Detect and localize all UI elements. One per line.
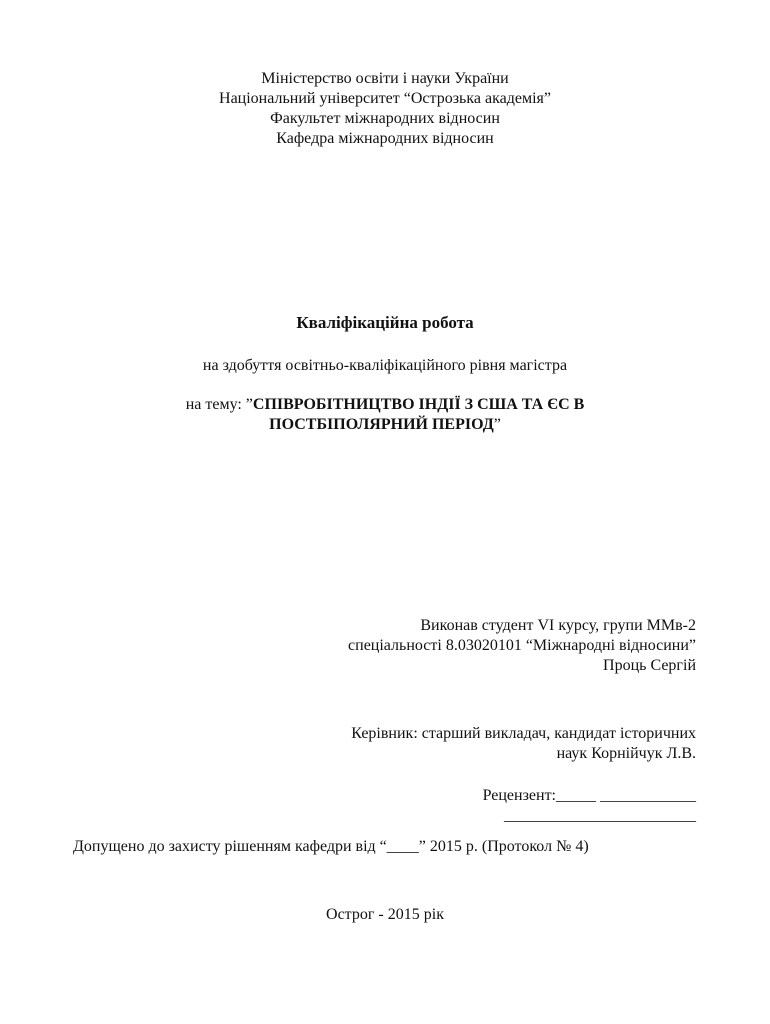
department-line: Кафедра міжнародних відносин bbox=[276, 130, 494, 147]
institution-header bbox=[0, 69, 770, 149]
reviewer-line-2: ________________________ bbox=[504, 807, 696, 824]
author-name: Проць Сергій bbox=[603, 657, 696, 674]
work-title: Кваліфікаційна робота bbox=[296, 313, 474, 332]
topic-suffix: ” bbox=[493, 416, 501, 433]
topic-block bbox=[0, 395, 770, 435]
topic-title-line-2: ПОСТБІПОЛЯРНИЙ ПЕРІОД bbox=[269, 416, 494, 433]
faculty-line: Факультет міжнародних відносин bbox=[270, 110, 500, 127]
topic-prefix: на тему: ” bbox=[185, 396, 253, 413]
supervisor-line-1: Керівник: старший викладач, кандидат історичних bbox=[351, 725, 696, 742]
ministry-line: Міністерство освіти і науки України bbox=[261, 70, 509, 87]
university-line: Національний університет “Острозька академія” bbox=[219, 90, 551, 107]
admission-line: Допущено до захисту рішенням кафедри від “____” 2015 р. (Протокол № 4) bbox=[73, 838, 589, 855]
supervisor-line-2: наук Корнійчук Л.В. bbox=[556, 745, 696, 762]
reviewer-line-1: Рецензент:_____ ____________ bbox=[482, 787, 696, 804]
author-course-line: Виконав студент VI курсу, групи ММв-2 bbox=[420, 617, 696, 634]
topic-line-1 bbox=[0, 395, 770, 415]
topic-title-line-1: СПІВРОБІТНИЦТВО ІНДІЇ З США ТА ЄС В bbox=[252, 396, 585, 413]
reviewer-block bbox=[483, 786, 696, 826]
supervisor-block bbox=[351, 724, 696, 764]
place-year-footer: Острог - 2015 рік bbox=[326, 906, 444, 923]
topic-line-2 bbox=[0, 415, 770, 435]
author-specialty-line: спеціальності 8.03020101 “Міжнародні відносини” bbox=[348, 637, 696, 654]
author-block bbox=[348, 616, 696, 676]
degree-line: на здобуття освітньо-кваліфікаційного рівня магістра bbox=[202, 357, 568, 374]
